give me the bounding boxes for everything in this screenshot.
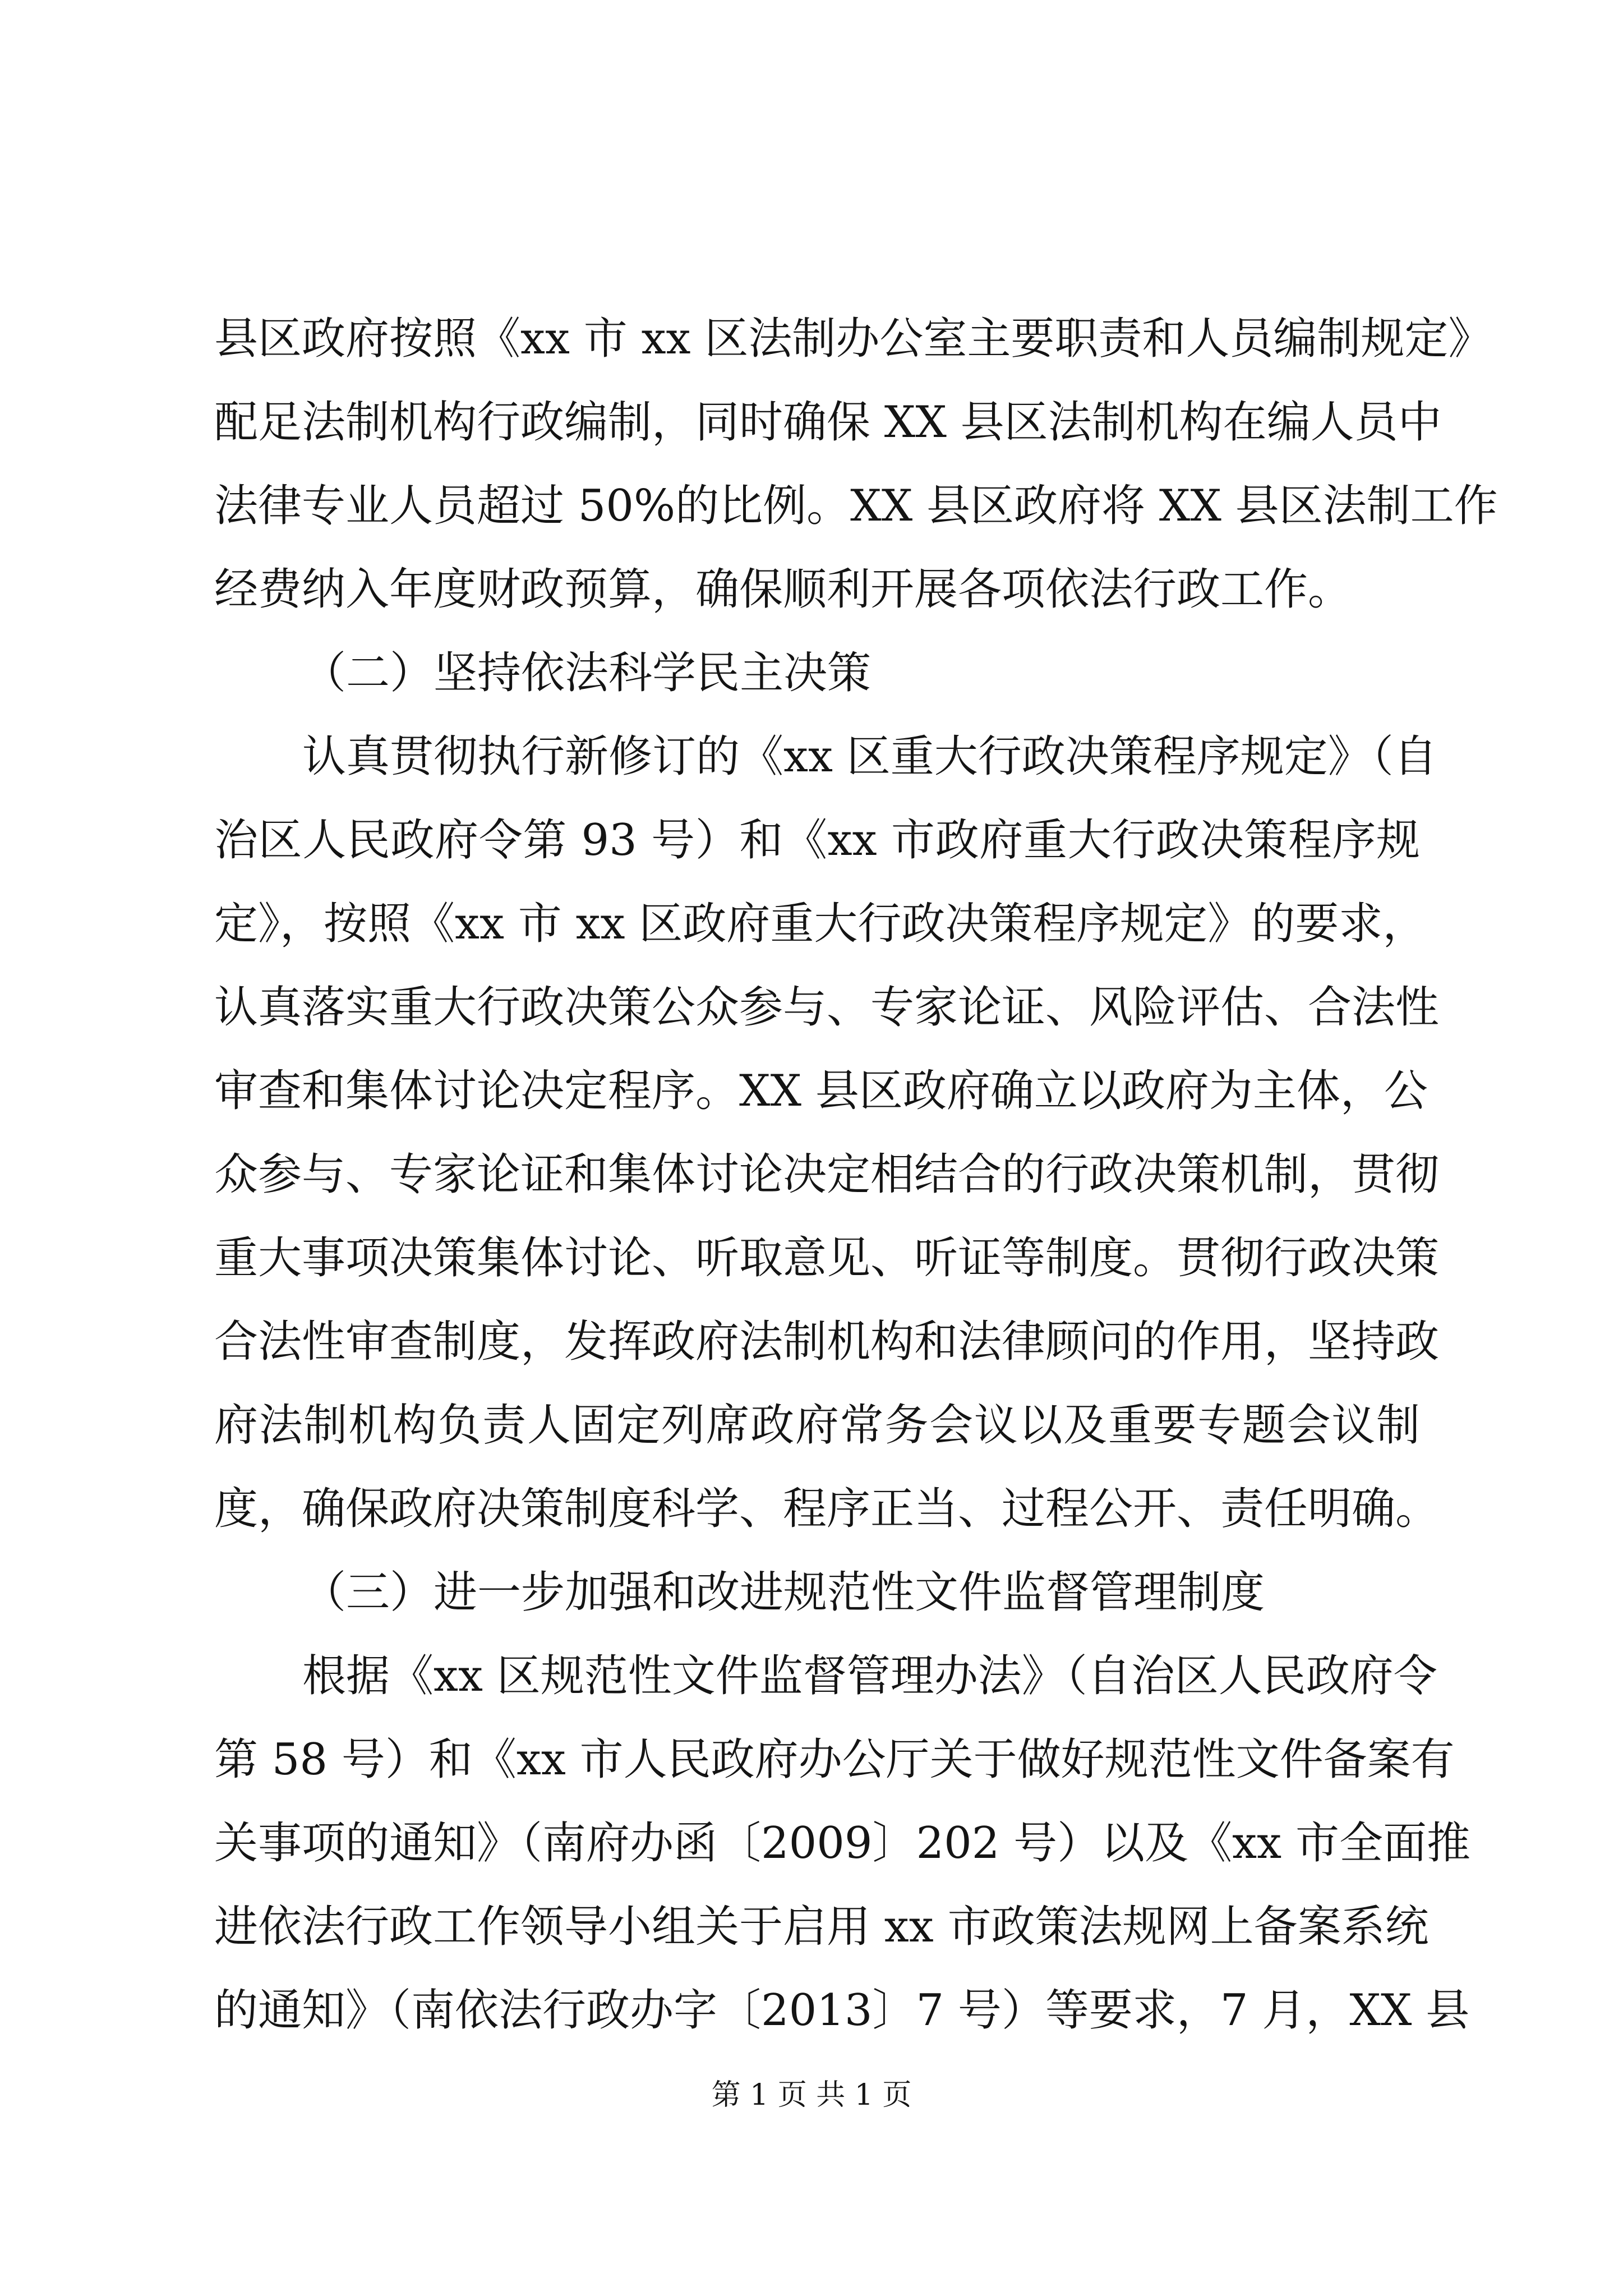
body-line-13: 合法性审查制度，发挥政府法制机构和法律顾问的作用，坚持政 [214, 1317, 1440, 1367]
body-line-9: 认真落实重大行政决策公众参与、专家论证、风险评估、合法性 [214, 982, 1440, 1033]
body-line-11: 众参与、专家论证和集体讨论决定相结合的行政决策机制，贯彻 [214, 1149, 1440, 1200]
body-line-2: 配足法制机构行政编制，同时确保 XX 县区法制机构在编人员中 [214, 397, 1442, 448]
body-line-3: 法律专业人员超过 50%的比例。XX 县区政府将 XX 县区法制工作 [214, 481, 1498, 531]
body-line-10: 审查和集体讨论决定程序。XX 县区政府确立以政府为主体，公 [214, 1066, 1428, 1116]
document-body [214, 297, 1498, 2053]
body-line-14: 府法制机构负责人固定列席政府常务会议以及重要专题会议制 [214, 1400, 1420, 1451]
body-line-15: 度，确保政府决策制度科学、程序正当、过程公开、责任明确。 [214, 1484, 1440, 1534]
page-footer [0, 2073, 1623, 2118]
body-line-1: 县区政府按照《xx 市 xx 区法制办公室主要职责和人员编制规定》 [214, 314, 1492, 364]
page-number-label: 第 1 页 共 1 页 [711, 2078, 912, 2112]
body-line-17: 根据《xx 区规范性文件监督管理办法》（自治区人民政府令 [302, 1651, 1437, 1701]
body-line-7: 治区人民政府令第 93 号）和《xx 市政府重大行政决策程序规 [214, 815, 1420, 866]
body-line-6: 认真贯彻执行新修订的《xx 区重大行政决策程序规定》（自 [302, 731, 1437, 782]
body-line-18: 第 58 号）和《xx 市人民政府办公厅关于做好规范性文件备案有 [214, 1734, 1455, 1785]
body-line-12: 重大事项决策集体讨论、听取意见、听证等制度。贯彻行政决策 [214, 1233, 1440, 1283]
section-heading-2: （二）坚持依法科学民主决策 [302, 648, 872, 698]
body-line-20: 进依法行政工作领导小组关于启用 xx 市政策法规网上备案系统 [214, 1902, 1429, 1952]
body-line-4: 经费纳入年度财政预算，确保顺利开展各项依法行政工作。 [214, 564, 1352, 615]
body-line-19: 关事项的通知》（南府办函〔2009〕202 号）以及《xx 市全面推 [214, 1818, 1470, 1869]
body-line-8: 定》，按照《xx 市 xx 区政府重大行政决策程序规定》的要求， [214, 899, 1427, 949]
section-heading-3: （三）进一步加强和改进规范性文件监督管理制度 [302, 1567, 1265, 1618]
body-line-21: 的通知》（南依法行政办字〔2013〕7 号）等要求，7 月，XX 县 [214, 1985, 1470, 2036]
